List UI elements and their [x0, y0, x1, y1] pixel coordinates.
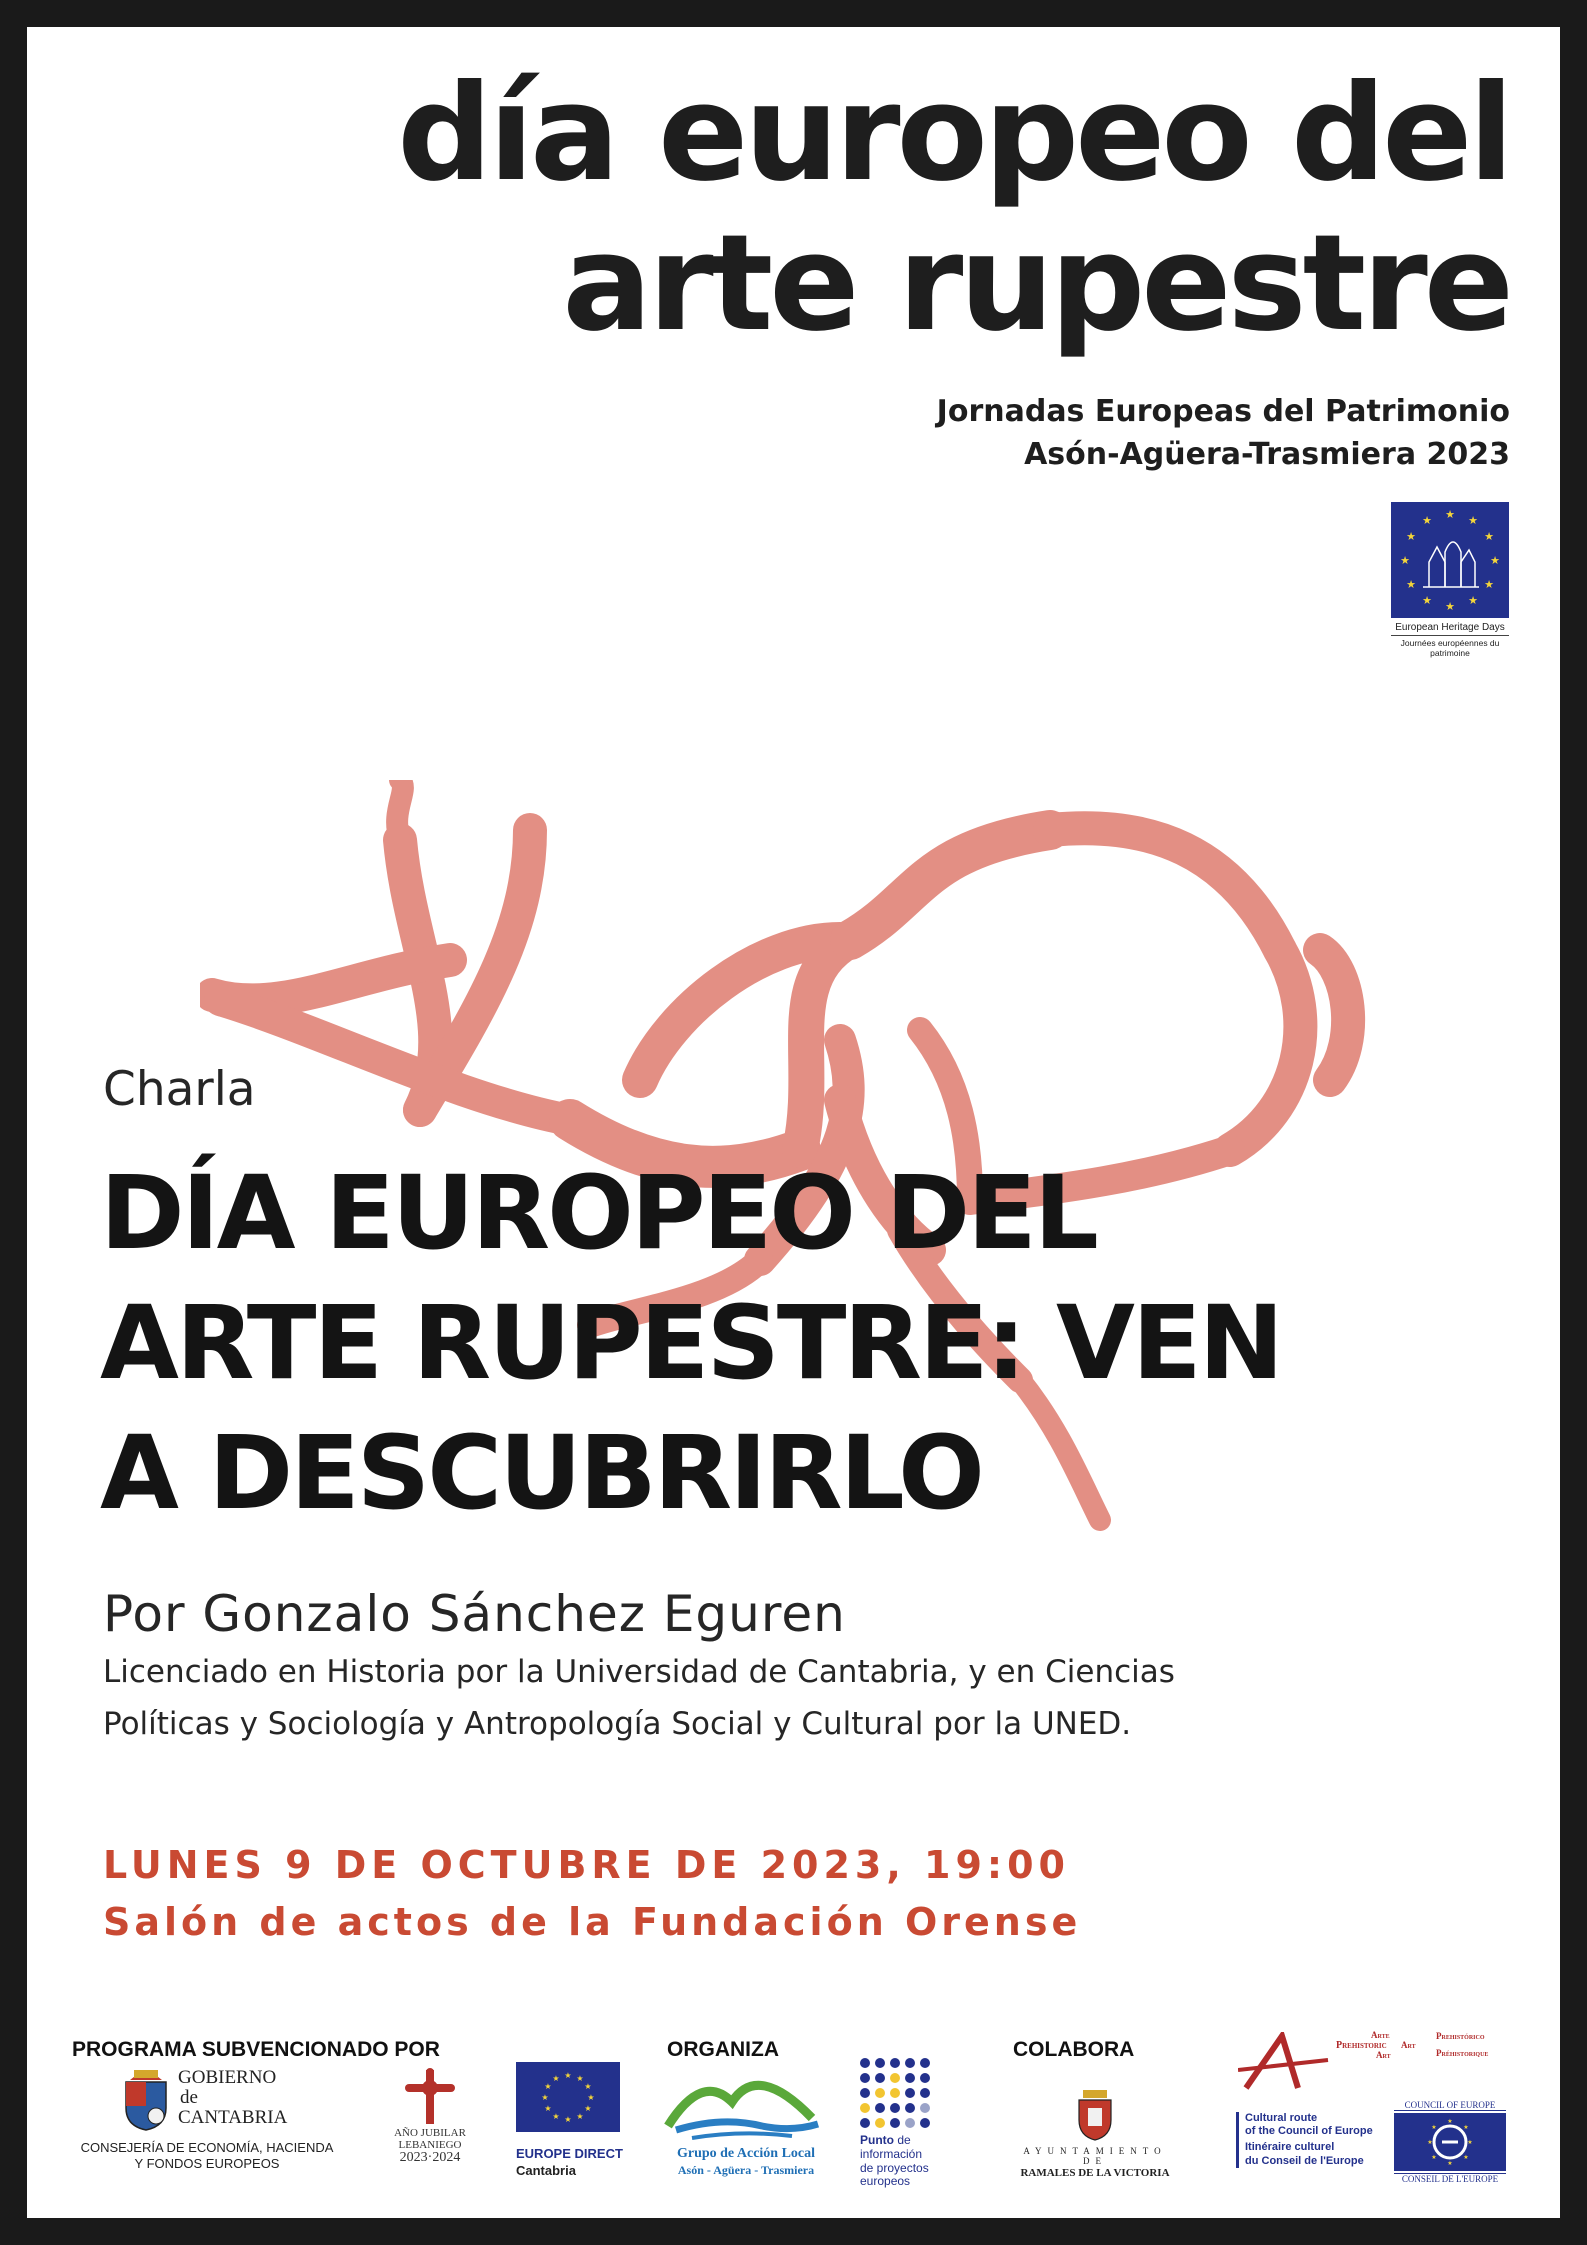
title-line-2: arte rupestre	[562, 207, 1510, 361]
jubilar-line-1: AÑO JUBILAR	[394, 2127, 466, 2139]
coe-top-text: COUNCIL OF EUROPE	[1394, 2100, 1506, 2111]
consejeria-line-1: CONSEJERÍA DE ECONOMÍA, HACIENDA	[80, 2140, 334, 2155]
prehist-word-2: Préhistorique	[1436, 2048, 1489, 2059]
svg-text:★: ★	[564, 2115, 572, 2124]
coe-emblem-icon	[1394, 2113, 1506, 2171]
speaker-name: Por Gonzalo Sánchez Eguren	[103, 1585, 846, 1643]
svg-text:★: ★	[1484, 530, 1494, 543]
svg-text:★: ★	[1445, 508, 1455, 521]
art-word-3: Art	[1401, 2040, 1416, 2050]
european-heritage-days-logo	[1391, 502, 1509, 664]
mountains-river-icon	[662, 2062, 822, 2142]
art-word-1: Prehistoric	[1336, 2040, 1387, 2051]
svg-text:★: ★	[1463, 2124, 1469, 2131]
gobierno-line-3: CANTABRIA	[178, 2106, 288, 2128]
svg-text:★: ★	[1445, 600, 1455, 613]
svg-text:★: ★	[1431, 2154, 1437, 2161]
svg-text:★: ★	[576, 2112, 584, 2121]
speaker-bio-line-2: Políticas y Sociología y Antropología Social y Cultural por la UNED.	[103, 1706, 1132, 1742]
svg-text:★: ★	[1406, 530, 1416, 543]
prehistoric-art-emblem-icon	[1238, 2032, 1338, 2092]
coat-of-arms-icon	[120, 2066, 172, 2132]
municipal-shield-icon	[1075, 2090, 1115, 2142]
prehistoric-art-route-logo	[1236, 2028, 1508, 2188]
svg-text:★: ★	[1467, 2139, 1473, 2146]
svg-text:★: ★	[1422, 594, 1432, 607]
route-line-2: of the Council of Europe	[1245, 2125, 1373, 2138]
colabora-label: COLABORA	[1013, 2038, 1135, 2061]
gal-line-2: Asón - Agüera - Trasmiera	[677, 2162, 815, 2177]
headline-line-2: ARTE RUPESTRE: VEN	[100, 1284, 1282, 1403]
cross-icon	[405, 2068, 455, 2126]
headline-line-3: A DESCUBRIRLO	[100, 1414, 982, 1533]
svg-text:★: ★	[541, 2093, 549, 2102]
gobierno-line-2: de	[180, 2086, 198, 2108]
programa-label: PROGRAMA SUBVENCIONADO POR	[72, 2038, 440, 2061]
organiza-label: ORGANIZA	[667, 2038, 779, 2061]
europe-direct-line-1: EUROPE DIRECT	[516, 2146, 623, 2161]
punto-word-2: de	[897, 2133, 911, 2147]
svg-text:★: ★	[544, 2104, 552, 2113]
ayuntamiento-ramales-logo	[1010, 2090, 1180, 2179]
dots-grid-icon	[858, 2056, 932, 2130]
ayuntamiento-line-1: AYUNTAMIENTO DE	[1023, 2146, 1167, 2167]
subtitle-line-2: Asón-Agüera-Trasmiera 2023	[1024, 437, 1510, 472]
subtitle-line-1: Jornadas Europeas del Patrimonio	[936, 394, 1510, 429]
punto-word-1: Punto	[860, 2133, 894, 2147]
gobierno-line-1: GOBIERNO	[178, 2067, 277, 2088]
gal-line-1: Grupo de Acción Local	[676, 2146, 816, 2161]
speaker-bio-line-1: Licenciado en Historia por la Universidad de Cantabria, y en Ciencias	[103, 1654, 1175, 1690]
svg-text:★: ★	[552, 2074, 560, 2083]
svg-text:★: ★	[1447, 2118, 1453, 2125]
event-date-time: LUNES 9 DE OCTUBRE DE 2023, 19:00	[103, 1843, 1070, 1887]
svg-text:★: ★	[576, 2074, 584, 2083]
gobierno-cantabria-logo	[72, 2066, 372, 2171]
route-line-4: du Conseil de l'Europe	[1245, 2154, 1364, 2167]
svg-text:★: ★	[1400, 554, 1410, 567]
svg-text:★: ★	[1427, 2139, 1433, 2146]
prehist-word-1: Prehistórico	[1436, 2031, 1485, 2041]
svg-text:★: ★	[584, 2082, 592, 2091]
ehd-text-en: European Heritage Days	[1391, 622, 1509, 636]
headline-line-1: DÍA EUROPEO DEL	[100, 1154, 1096, 1273]
svg-text:★: ★	[1422, 514, 1432, 527]
europe-direct-logo	[516, 2062, 626, 2178]
ano-jubilar-logo	[380, 2068, 480, 2168]
art-word-4: Art	[1376, 2050, 1391, 2060]
svg-text:★: ★	[564, 2071, 572, 2080]
svg-text:★: ★	[1484, 578, 1494, 591]
coe-bottom-text: CONSEIL DE L'EUROPE	[1394, 2173, 1506, 2184]
event-type: Charla	[103, 1062, 256, 1117]
svg-text:★: ★	[1447, 2160, 1453, 2167]
route-line-3: Itinéraire culturel	[1245, 2141, 1335, 2154]
jubilar-line-2: LEBANIEGO	[398, 2138, 462, 2151]
route-line-1: Cultural route	[1245, 2112, 1318, 2124]
eu-flag-icon	[516, 2062, 620, 2132]
consejeria-line-2: Y FONDOS EUROPEOS	[134, 2155, 280, 2171]
svg-text:★: ★	[544, 2082, 552, 2091]
title-line-1: día europeo del	[397, 57, 1510, 211]
jubilar-years: 2023·2024	[399, 2150, 461, 2166]
svg-text:★: ★	[552, 2112, 560, 2121]
ayuntamiento-line-2: RAMALES DE LA VICTORIA	[1020, 2166, 1170, 2179]
svg-text:★: ★	[1468, 594, 1478, 607]
svg-text:★: ★	[587, 2093, 595, 2102]
punto-line-3: de proyectos	[860, 2160, 929, 2175]
svg-text:★: ★	[1468, 514, 1478, 527]
svg-text:★: ★	[1463, 2154, 1469, 2161]
svg-text:★: ★	[1431, 2124, 1437, 2131]
grupo-accion-local-logo	[662, 2062, 830, 2182]
svg-text:★: ★	[584, 2104, 592, 2113]
punto-informacion-logo	[858, 2056, 958, 2189]
eu-flag-icon	[1391, 502, 1509, 618]
svg-text:★: ★	[1406, 578, 1416, 591]
art-word-2: Arte	[1371, 2030, 1390, 2040]
punto-line-4: europeos	[860, 2174, 911, 2189]
ehd-text-fr: Journées européennes du patrimoine	[1400, 638, 1500, 658]
event-venue: Salón de actos de la Fundación Orense	[103, 1900, 1082, 1944]
punto-line-2: información	[860, 2146, 923, 2161]
europe-direct-line-2: Cantabria	[516, 2162, 576, 2178]
council-of-europe-logo	[1394, 2100, 1506, 2186]
svg-text:★: ★	[1490, 554, 1500, 567]
